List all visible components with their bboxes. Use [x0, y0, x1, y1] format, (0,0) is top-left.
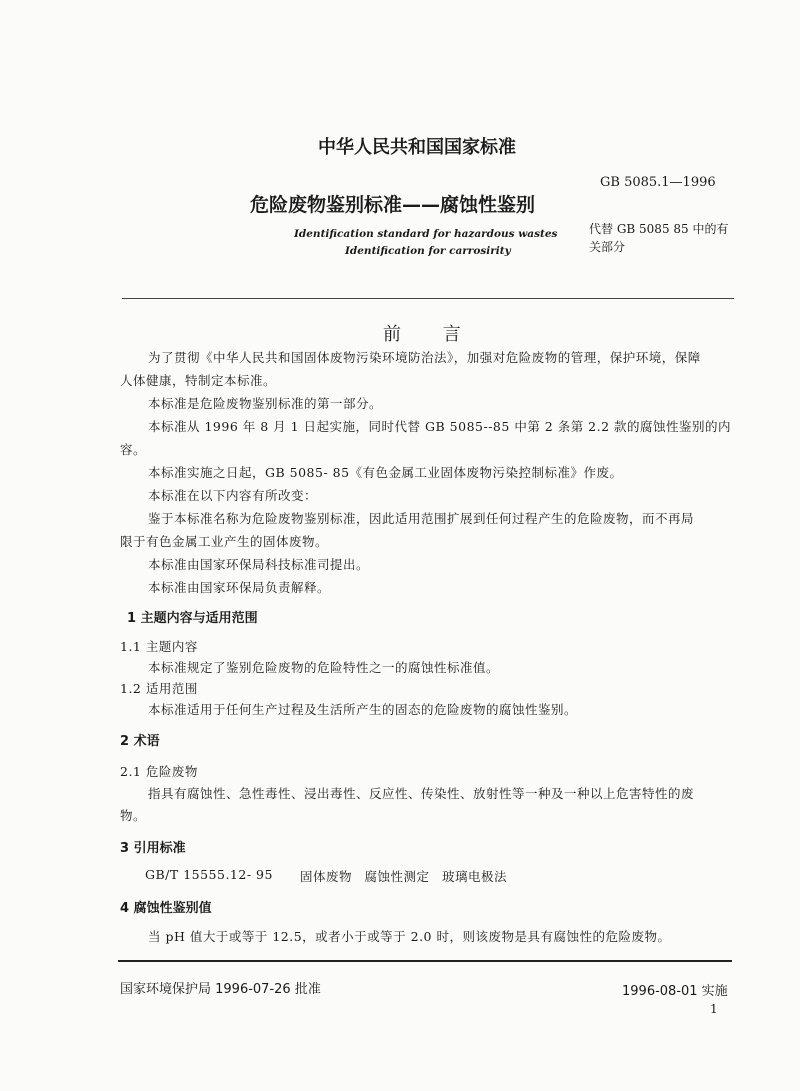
section-2-heading: 2 术语: [120, 734, 160, 749]
english-title-line-2: Identification for carrosirity: [345, 245, 511, 257]
foreword-line-5: 容。: [120, 442, 147, 457]
section-2-1-title: 2.1 危险废物: [120, 764, 198, 779]
section-3-heading: 3 引用标准: [120, 841, 186, 856]
replaces-note-line-2: 关部分: [589, 240, 626, 254]
foreword-line-8: 鉴于本标准名称为危险废物鉴别标准，因此适用范围扩展到任何过程产生的危险废物，而不再局: [148, 511, 695, 526]
foreword-line-4: 本标准从 1996 年 8 月 1 日起实施，同时代替 GB 5085--85 中第 2 条第 2.2 款的腐蚀性鉴别的内: [148, 419, 732, 434]
english-title-line-1: Identification standard for hazardous wastes: [294, 228, 558, 240]
section-2-1-text-line-1: 指具有腐蚀性、急性毒性、浸出毒性、反应性、传染性、放射性等一种及一种以上危害特性的废: [148, 786, 695, 801]
header-divider: [122, 298, 734, 299]
standard-number: GB 5085.1—1996: [600, 175, 716, 190]
foreword-line-9: 限于有色金属工业产生的固体废物。: [120, 534, 329, 549]
section-1-2-text: 本标准适用于任何生产过程及生活所产生的固态的危险废物的腐蚀性鉴别。: [148, 702, 578, 717]
section-2-1-text-line-2: 物。: [120, 808, 147, 823]
section-4-heading: 4 腐蚀性鉴别值: [120, 901, 212, 916]
foreword-heading: 前 言: [383, 324, 479, 345]
section-1-1-title: 1.1 主题内容: [120, 639, 198, 654]
foreword-line-7: 本标准在以下内容有所改变：: [148, 488, 318, 503]
document-title: 危险废物鉴别标准——腐蚀性鉴别: [250, 194, 536, 216]
foreword-line-11: 本标准由国家环保局负责解释。: [148, 580, 331, 595]
reference-number: GB/T 15555.12- 95: [145, 867, 273, 882]
section-1-heading: 1 主题内容与适用范围: [127, 611, 258, 626]
foreword-line-3: 本标准是危险废物鉴别标准的第一部分。: [148, 396, 383, 411]
implementation-line: 1996-08-01 实施: [622, 984, 728, 999]
foreword-line-1: 为了贯彻《中华人民共和国固体废物污染环境防治法》，加强对危险废物的管理，保护环境，保障: [148, 350, 701, 365]
footer-divider: [118, 960, 732, 962]
page-number: 1: [710, 1002, 718, 1016]
foreword-line-2: 人体健康，特制定本标准。: [120, 373, 277, 388]
foreword-line-10: 本标准由国家环保局科技标准司提出。: [148, 557, 370, 572]
section-1-1-text: 本标准规定了鉴别危险废物的危险特性之一的腐蚀性标准值。: [148, 660, 500, 675]
approval-line: 国家环境保护局 1996-07-26 批准: [120, 982, 321, 997]
section-1-2-title: 1.2 适用范围: [120, 681, 198, 696]
national-standard-title: 中华人民共和国国家标准: [318, 137, 516, 158]
foreword-line-6: 本标准实施之日起，GB 5085- 85《有色金属工业固体废物污染控制标准》作废。: [148, 465, 623, 480]
replaces-note-line-1: 代替 GB 5085 85 中的有: [589, 222, 729, 236]
section-4-text: 当 pH 值大于或等于 12.5，或者小于或等于 2.0 时，则该废物是具有腐蚀性的危险废物。: [148, 929, 671, 944]
reference-title: 固体废物 腐蚀性测定 玻璃电极法: [300, 869, 507, 884]
